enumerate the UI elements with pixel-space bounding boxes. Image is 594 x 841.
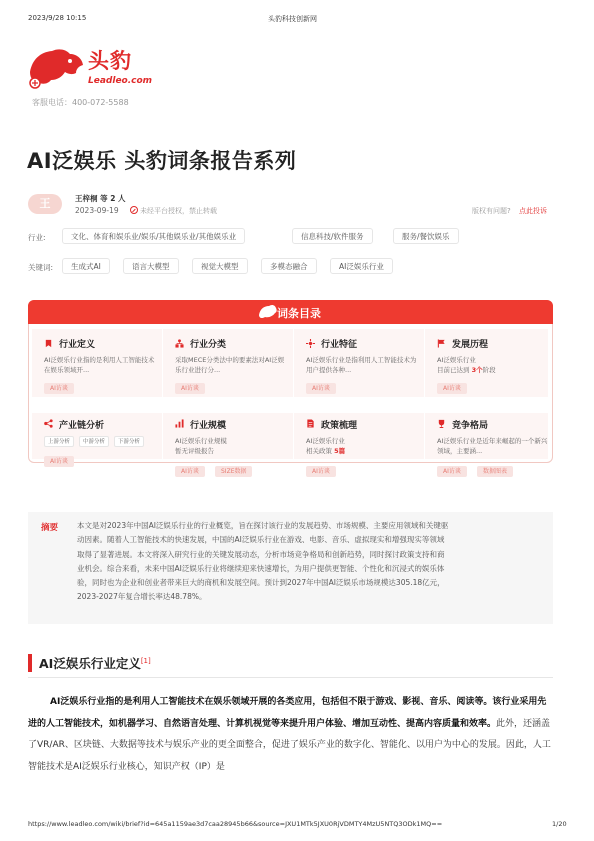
ai-interview-button[interactable]: AI访谈 <box>44 456 74 467</box>
abstract-line: 业机会。综合来看，未来中国AI泛娱乐行业将继续迎来快速增长，为用户提供更智能、个性化和沉浸式的娱乐体 <box>77 563 445 573</box>
card-desc-text: AI泛娱乐行业 相关政策 <box>306 437 345 455</box>
leopard-icon <box>258 302 278 322</box>
card-desc: AI泛娱乐行业规模 暂无评级报告 <box>175 437 227 455</box>
card-desc <box>306 436 418 456</box>
card-desc-highlight: 3个 <box>471 366 483 374</box>
catalog-card-classification[interactable] <box>163 329 294 397</box>
midstream-tag[interactable]: 中游分析 <box>79 436 109 447</box>
page-title: AI泛娱乐 头豹词条报告系列 <box>27 149 297 173</box>
features-icon <box>306 339 315 348</box>
body-bold-text: AI泛娱乐行业指的是利用人工智能技术在娱乐领域开展的各类应用，包括但不限于游戏、影视、音乐、阅读等。该行业采用先进的人工智能技术，如机器学习、自然语言处理、计算机视觉等来提升用户体验、增加互动性、提高内容质量和效率。 <box>28 697 547 729</box>
copyright-notice-text: 未经平台授权，禁止转载 <box>140 207 217 215</box>
card-desc: AI泛娱乐行业指的是利用人工智能技术在娱乐领域开... <box>44 356 155 374</box>
catalog-card-features[interactable] <box>294 329 425 397</box>
ai-interview-button[interactable]: AI访谈 <box>306 466 336 477</box>
card-title: 行业定义 <box>59 340 96 350</box>
card-title: 政策梳理 <box>321 421 358 431</box>
copyright-question: 版权有问题? <box>472 207 511 215</box>
report-link[interactable]: 点此投诉 <box>519 207 547 215</box>
ai-interview-button[interactable]: AI访谈 <box>175 383 205 394</box>
brand-domain: Leadleo.com <box>88 76 153 86</box>
abstract-text <box>77 519 537 605</box>
card-title: 行业特征 <box>321 340 358 350</box>
section-title-text: AI泛娱乐行业定义 <box>39 656 141 671</box>
avatar: 王 <box>28 194 62 214</box>
abstract-line: 验，同时也为企业和创业者带来巨大的商机和发展空间。预计到2027年中国AI泛娱乐市场规模达305.18亿元， <box>77 578 445 588</box>
keyword-tag[interactable]: 语言大模型 <box>123 258 179 274</box>
body-text: 此外，还涵盖了VR/AR、区块链、大数据等技术与娱乐产业的更全面整合，促进了娱乐产业的数字化、智能化、以用户为中心的发展。因此，人工智能技术是AI泛娱乐行业核心，知识产权（IP）是 <box>28 718 551 772</box>
card-title: 竞争格局 <box>452 421 489 431</box>
chain-icon <box>44 419 53 428</box>
keyword-tag[interactable]: AI泛娱乐行业 <box>330 258 393 274</box>
catalog-card-industry-chain[interactable] <box>32 413 163 465</box>
card-desc-text: 阶段 <box>482 366 496 374</box>
upstream-tag[interactable]: 上游分析 <box>44 436 74 447</box>
footer-url[interactable]: https://www.leadleo.com/wiki/brief?id=645a1159ae3d7caa28945b66&source=JXU1MTk5JXU0RjVDMTY4MzU5NTQ3ODk1MQ== <box>28 820 443 828</box>
section-title <box>39 654 151 672</box>
industry-label: 行业: <box>28 233 46 242</box>
catalog-card-history[interactable] <box>425 329 549 397</box>
card-title: 行业分类 <box>190 340 227 350</box>
card-title: 行业规模 <box>190 421 227 431</box>
document-icon <box>306 419 315 428</box>
section-body <box>28 692 553 778</box>
section-accent-bar <box>28 654 32 672</box>
catalog-card-market-size[interactable] <box>163 413 294 475</box>
industry-tag[interactable]: 信息科技/软件服务 <box>292 228 373 244</box>
site-title: 头豹科技创新网 <box>268 15 317 23</box>
keyword-tag[interactable]: 生成式AI <box>62 258 110 274</box>
size-data-button[interactable]: SIZE数据 <box>215 466 252 477</box>
abstract-label: 摘要 <box>41 523 59 533</box>
ai-interview-button[interactable]: AI访谈 <box>437 466 467 477</box>
ai-interview-button[interactable]: AI访谈 <box>306 383 336 394</box>
flag-icon <box>437 339 446 348</box>
industry-tag[interactable]: 文化、体育和娱乐业/娱乐/其他娱乐业/其他娱乐业 <box>62 228 245 244</box>
keyword-tag[interactable]: 视觉大模型 <box>192 258 248 274</box>
forbidden-icon <box>130 206 138 214</box>
service-phone: 客服电话：400-072-5588 <box>32 98 129 107</box>
card-desc: 采取MECE分类法中的要素法对AI泛娱乐行业进行分... <box>175 356 285 374</box>
brand-name: 头豹 <box>88 49 132 73</box>
classification-icon <box>175 339 184 348</box>
ai-interview-button[interactable]: AI访谈 <box>437 383 467 394</box>
bookmark-icon <box>44 339 53 348</box>
trophy-icon <box>437 419 446 428</box>
abstract-line: 动因素。随着人工智能技术的快速发展，中国的AI泛娱乐行业在游戏、电影、音乐、虚拟现实和增强现实等领域 <box>77 535 445 545</box>
reference-link[interactable]: [1] <box>140 656 151 665</box>
catalog-title: 词条目录 <box>277 307 321 320</box>
catalog-card-definition[interactable] <box>32 329 163 397</box>
card-desc: AI泛娱乐行业是指利用人工智能技术为用户提供各种... <box>306 356 417 374</box>
abstract-line: 2023-2027年复合增长率达48.78%。 <box>77 592 207 602</box>
keywords-label: 关键词: <box>28 263 54 272</box>
card-desc: AI泛娱乐行业是近年来崛起的一个新兴领域，主要涵... <box>437 437 548 455</box>
card-desc <box>437 355 549 375</box>
downstream-tag[interactable]: 下游分析 <box>114 436 144 447</box>
industry-tag[interactable]: 服务/餐饮娱乐 <box>393 228 459 244</box>
data-chart-button[interactable]: 数据图表 <box>477 466 513 477</box>
card-title: 产业链分析 <box>59 421 105 431</box>
ai-interview-button[interactable]: AI访谈 <box>44 383 74 394</box>
author-names[interactable]: 王梓桐 等 2 人 <box>75 194 126 203</box>
bar-chart-icon <box>175 419 184 428</box>
page-number: 1/20 <box>552 820 567 828</box>
print-datetime: 2023/9/28 10:15 <box>28 14 87 22</box>
leopard-logo-icon <box>26 42 86 90</box>
card-desc-highlight: 5篇 <box>334 447 346 455</box>
publish-date: 2023-09-19 <box>75 206 119 215</box>
card-title: 发展历程 <box>452 340 489 350</box>
abstract-line: 取得了显著进展。本文将深入研究行业的关键发展动态，分析市场竞争格局和创新趋势，同时探讨政策支持和商 <box>77 549 445 559</box>
card-desc-text: AI泛娱乐行业 目前已达到 <box>437 356 476 374</box>
section-divider <box>28 677 553 678</box>
abstract-line: 本文是对2023年中国AI泛娱乐行业的行业概览，旨在探讨该行业的发展趋势、市场规模、主要应用领域和关键驱 <box>77 521 449 530</box>
keyword-tag[interactable]: 多模态融合 <box>261 258 317 274</box>
ai-interview-button[interactable]: AI访谈 <box>175 466 205 477</box>
catalog-card-policy[interactable] <box>294 413 425 475</box>
catalog-card-competition[interactable] <box>425 413 549 475</box>
copyright-notice <box>130 206 217 216</box>
